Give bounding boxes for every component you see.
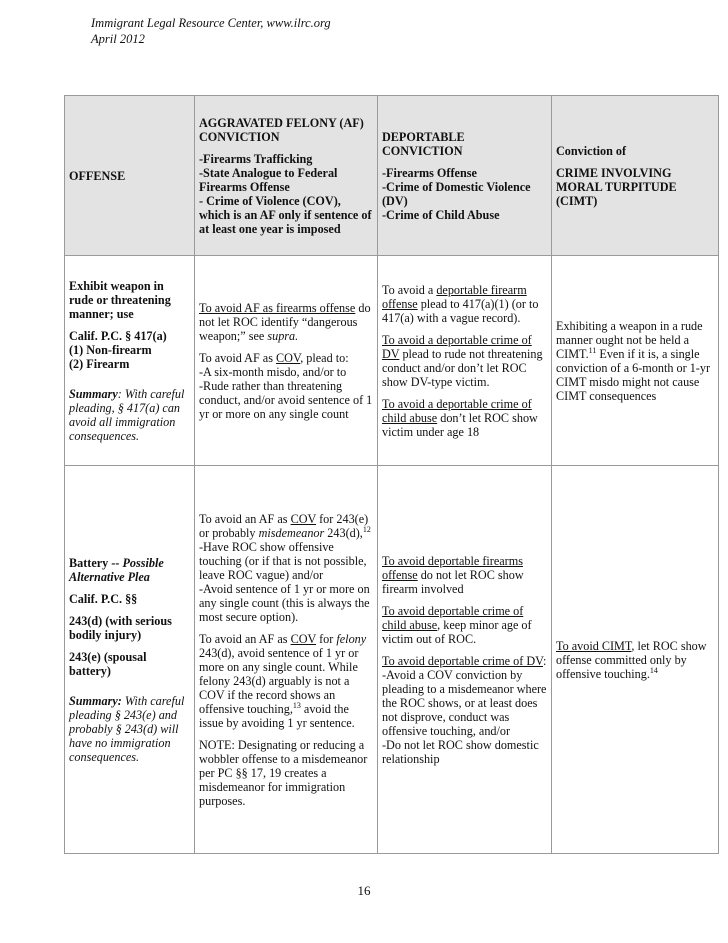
af-header-title: AGGRAVATED FELONY (AF) CONVICTION	[199, 115, 364, 144]
row2-af-underline: COV	[290, 511, 317, 526]
offense-header-cell	[65, 96, 195, 256]
row2-dep-text: , keep minor age of victim out of ROC.	[382, 617, 532, 646]
row1-cimt-text: Exhibiting a weapon in a rude manner ought not be held a CIMT.	[556, 318, 703, 361]
row1-summary-label: Summary	[69, 386, 118, 401]
row2-dep-text: do not let ROC show firearm involved	[382, 567, 524, 596]
row1-af-cell	[195, 256, 378, 466]
row1-dep-underline: To avoid a deportable crime of child abuse	[382, 396, 532, 425]
row2-dep-para	[382, 654, 547, 668]
row2-af-underline: COV	[290, 631, 317, 646]
deportable-header-item: -Crime of Domestic Violence (DV)	[382, 179, 531, 208]
row1-summary	[69, 387, 190, 443]
row2-af-text: To avoid an AF as	[199, 631, 291, 646]
row2-offense-title	[69, 556, 190, 584]
af-header-item: -State Analogue to Federal Firearms Offense	[199, 165, 338, 194]
row1-deportable-cell	[378, 256, 552, 466]
row2-summary	[69, 694, 190, 764]
document-header	[91, 15, 331, 47]
row1-dep-text: don’t let ROC show victim under age 18	[382, 410, 538, 439]
row1-dep-para	[382, 283, 547, 325]
row2-af-para	[199, 512, 373, 540]
table-row	[65, 466, 719, 854]
row1-offense-sub: (2) Firearm	[69, 356, 130, 371]
row2-offense-title-bold: Battery	[69, 555, 109, 570]
row2-af-text: 243(d), avoid sentence of 1 yr or more on any single count. While felony 243(d) arguably is not a COV if the record shows an offensive touching,	[199, 645, 359, 716]
table-row	[65, 256, 719, 466]
row1-offense-title: Exhibit weapon in rude or threatening manner; use	[69, 278, 171, 321]
row2-af-text: for 243(e) or probably	[199, 511, 369, 540]
cimt-header-title: Conviction of	[556, 143, 627, 158]
row2-af-text: To avoid an AF as	[199, 511, 291, 526]
row2-dep-para	[382, 554, 547, 596]
deportable-header-title: DEPORTABLE CONVICTION	[382, 129, 465, 158]
row2-cimt-para	[556, 639, 714, 681]
table-header-row	[65, 96, 719, 256]
row1-dep-para	[382, 333, 547, 389]
row2-af-para	[199, 632, 373, 730]
offense-header: OFFENSE	[69, 168, 126, 183]
row2-af-note: NOTE: Designating or reducing a wobbler offense to a misdemeanor per PC §§ 17, 19 creates a misdemeanor for immigration purposes.	[199, 737, 368, 808]
row1-af-underline: COV	[276, 350, 301, 365]
footnote-ref: 13	[292, 700, 301, 710]
row2-af-item: -Avoid sentence of 1 yr or more on any single count (this is always the most secure option).	[199, 581, 370, 624]
row2-dep-item: -Avoid a COV conviction by pleading to a misdemeanor where the ROC shows, or at least does not disprove, conduct was offensive touching, and/or	[382, 667, 547, 738]
row1-cimt-cell	[552, 256, 719, 466]
deportable-header-item: -Firearms Offense	[382, 165, 477, 180]
row1-af-item: -Rude rather than threatening conduct, and/or avoid sentence of 1 yr or more on any single count	[199, 378, 373, 421]
row1-af-para	[199, 351, 373, 365]
row2-dep-item: -Do not let ROC show domestic relationship	[382, 737, 539, 766]
row2-cimt-cell	[552, 466, 719, 854]
deportable-header-item: -Crime of Child Abuse	[382, 207, 500, 222]
row1-af-text: To avoid AF as	[199, 350, 277, 365]
row2-offense-cell	[65, 466, 195, 854]
header-source: Immigrant Legal Resource Center, www.ilrc.org	[91, 16, 331, 30]
cimt-header-cell	[552, 96, 719, 256]
row1-dep-text: plead to rude not threatening conduct and/or don’t let ROC show DV-type victim.	[382, 346, 543, 389]
footnote-ref: 11	[588, 345, 597, 355]
row2-offense-sub: 243(e) (spousal battery)	[69, 649, 147, 678]
row1-offense-cell	[65, 256, 195, 466]
row2-cimt-underline: To avoid CIMT	[556, 638, 632, 653]
af-header-cell	[195, 96, 378, 256]
row2-af-italic: misdemeanor	[258, 525, 325, 540]
deportable-header-cell	[378, 96, 552, 256]
af-header-item: -Firearms Trafficking	[199, 151, 313, 166]
row2-dep-text: :	[543, 653, 547, 668]
row2-af-item: -Have ROC show offensive touching (or if that is not possible, leave ROC vague) and/or	[199, 539, 367, 582]
row2-af-italic: felony	[336, 631, 367, 646]
offense-table	[64, 95, 719, 854]
af-header-item: - Crime of Violence (COV), which is an AF only if sentence of at least one year is imposed	[199, 193, 372, 236]
row2-summary-text: With careful pleading § 243(e) and probably § 243(d) will have no immigration consequences.	[69, 693, 185, 764]
row1-af-italic: supra.	[267, 328, 299, 343]
row1-af-text: do not let ROC identify “dangerous weapon;” see	[199, 300, 371, 343]
row2-offense-title-italic: -- Possible Alternative Plea	[69, 555, 164, 584]
row2-af-text: for	[316, 631, 337, 646]
row2-dep-underline: To avoid deportable crime of child abuse	[382, 603, 524, 632]
row2-summary-label: Summary:	[69, 693, 122, 708]
row2-dep-underline: To avoid deportable crime of DV	[382, 653, 544, 668]
row2-dep-para	[382, 604, 547, 646]
row2-af-cell	[195, 466, 378, 854]
row1-offense-code: Calif. P.C. § 417(a)	[69, 328, 167, 343]
footnote-ref: 12	[362, 524, 371, 534]
row2-dep-underline: To avoid deportable firearms offense	[382, 553, 523, 582]
row2-deportable-cell	[378, 466, 552, 854]
footnote-ref: 14	[649, 665, 658, 675]
row1-dep-underline: To avoid a deportable crime of DV	[382, 332, 532, 361]
row2-cimt-text: , let ROC show offense committed only by offensive touching.	[556, 638, 707, 681]
row2-offense-code: Calif. P.C. §§	[69, 591, 138, 606]
row1-af-para	[199, 301, 373, 343]
row1-cimt-text: Even if it is, a single conviction of a 6-month or 1-yr CIMT misdo might not cause CIMT consequences	[556, 346, 710, 403]
header-date: April 2012	[91, 32, 145, 46]
row1-dep-para	[382, 397, 547, 439]
row1-af-link: To avoid AF as firearms offense	[199, 300, 356, 315]
row1-dep-underline: deportable firearm offense	[382, 282, 527, 311]
row1-cimt-para	[556, 319, 714, 403]
row1-dep-text: To avoid a	[382, 282, 437, 297]
row1-af-item: -A six-month misdo, and/or to	[199, 364, 347, 379]
row1-offense-sub: (1) Non-firearm	[69, 342, 152, 357]
row2-offense-sub: 243(d) (with serious bodily injury)	[69, 613, 172, 642]
row1-summary-text: : With careful pleading, § 417(a) can avoid all immigration consequences.	[69, 386, 185, 443]
page-number: 16	[357, 883, 371, 898]
row2-af-text: 243(d),	[324, 525, 363, 540]
row1-af-text: , plead to:	[300, 350, 349, 365]
row2-af-text: avoid the issue by avoiding 1 yr sentence.	[199, 701, 355, 730]
cimt-header-sub: CRIME INVOLVING MORAL TURPITUDE (CIMT)	[556, 165, 677, 208]
row1-dep-text: plead to 417(a)(1) (or to 417(a) with a vague record).	[382, 296, 539, 325]
